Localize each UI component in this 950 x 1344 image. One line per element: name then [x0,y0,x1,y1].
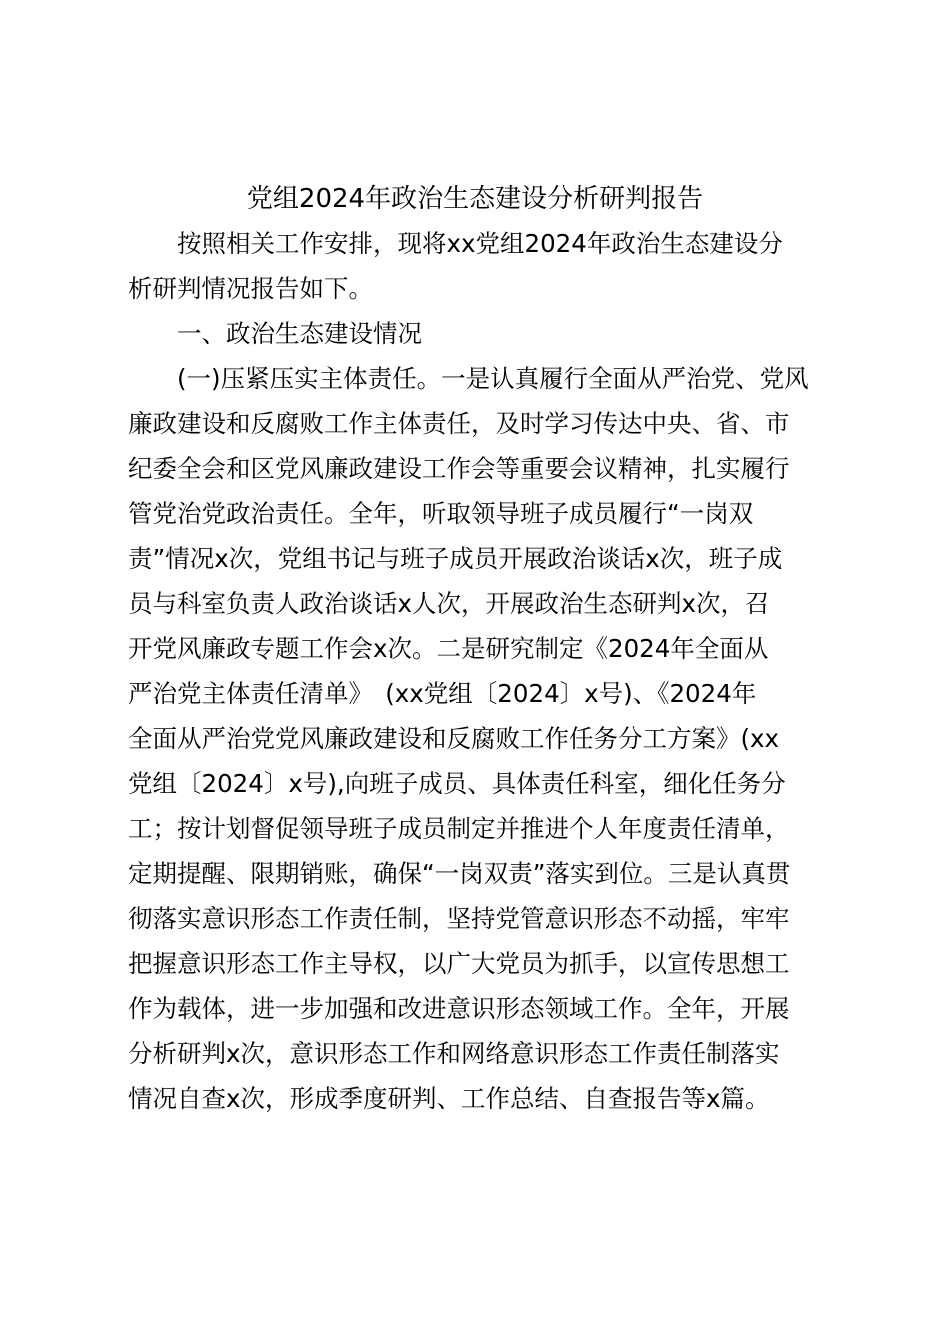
paragraph-line: 按照相关工作安排，现将xx党组2024年政治生态建设分 [128,229,783,258]
paragraph-line: 定期提醒、限期销账，确保“一岗双责”落实到位。三是认真贯 [128,859,791,888]
paragraph-line: 廉政建设和反腐败工作主体责任，及时学习传达中央、省、市 [128,409,790,438]
paragraph-line: 管党治党政治责任。全年，听取领导班子成员履行“一岗双 [128,499,754,528]
document-title: 党组2024年政治生态建设分析研判报告 [246,184,704,214]
paragraph-line: 纪委全会和区党风廉政建设工作会等重要会议精神，扎实履行 [128,454,790,483]
paragraph-line: 分析研判x次，意识形态工作和网络意识形态工作责任制落实 [128,1039,780,1068]
paragraph-line: (一)压紧压实主体责任。一是认真履行全面从严治党、党风 [128,364,809,393]
section-heading: 一、政治生态建设情况 [128,319,422,348]
paragraph-line: 全面从严治党党风廉政建设和反腐败工作任务分工方案》(xx [128,724,780,753]
paragraph-line: 彻落实意识形态工作责任制，坚持党管意识形态不动摇，牢牢 [128,904,790,933]
paragraph-line: 析研判情况报告如下。 [128,274,373,303]
paragraph-line: 把握意识形态工作主导权，以广大党员为抓手，以宣传思想工 [128,949,790,978]
paragraph-line: 情况自查x次，形成季度研判、工作总结、自查报告等x篇。 [128,1084,770,1113]
paragraph-line: 作为载体，进一步加强和改进意识形态领域工作。全年，开展 [128,994,790,1023]
paragraph-line: 开党风廉政专题工作会x次。二是研究制定《2024年全面从 [128,634,769,663]
paragraph-line: 严治党主体责任清单》 (xx党组〔2024〕x号)、《2024年 [128,679,757,708]
paragraph-line: 工；按计划督促领导班子成员制定并推进个人年度责任清单， [128,814,790,843]
paragraph-line: 责”情况x次，党组书记与班子成员开展政治谈话x次，班子成 [128,544,783,573]
paragraph-line: 员与科室负责人政治谈话x人次，开展政治生态研判x次，召 [128,589,770,618]
paragraph-line: 党组〔2024〕x号),向班子成员、具体责任科室，细化任务分 [128,769,786,798]
